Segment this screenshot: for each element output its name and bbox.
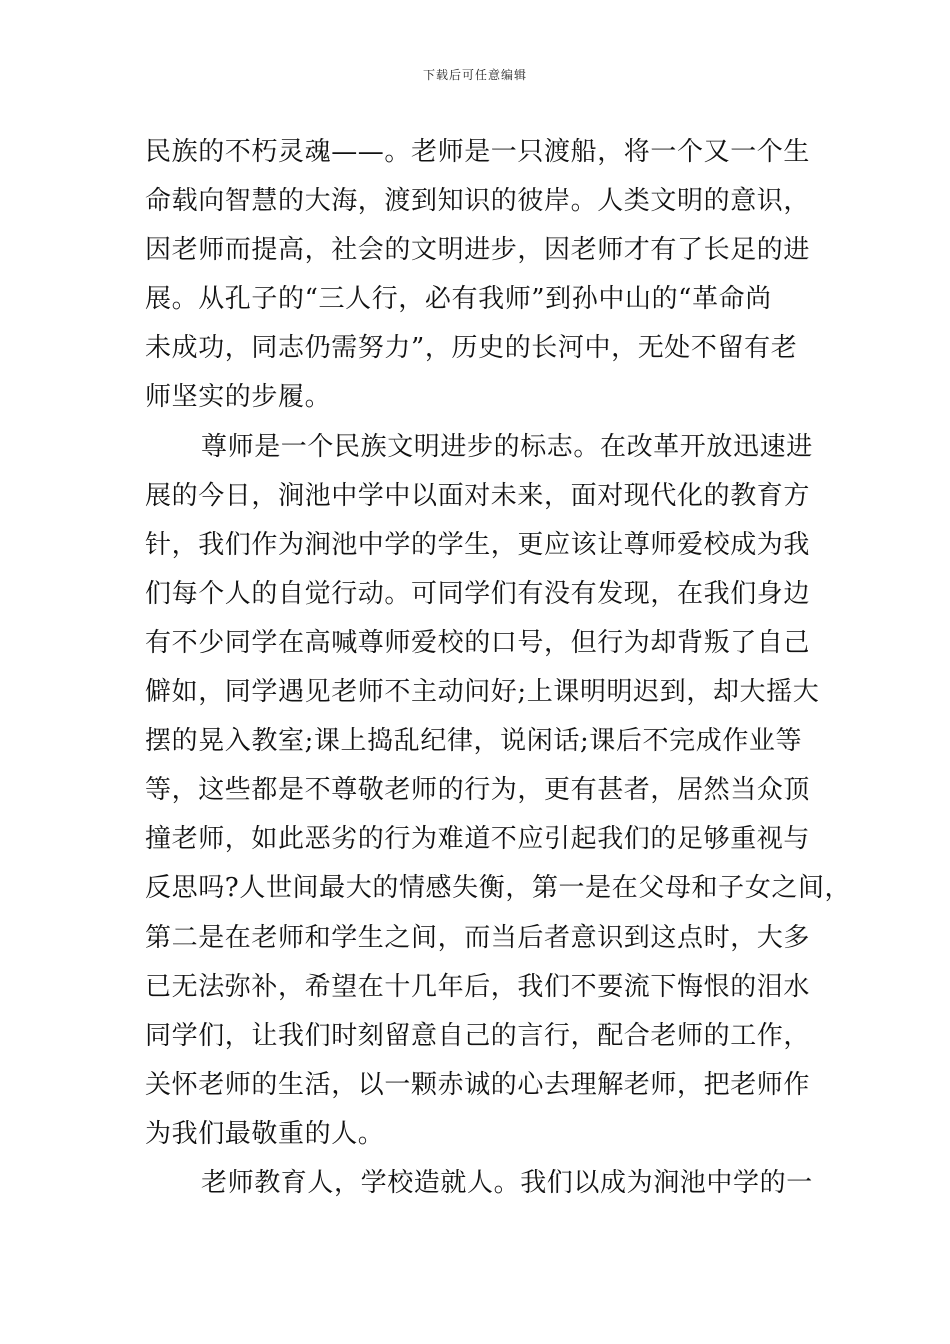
document-body <box>145 128 852 1208</box>
text-line: 僻如，同学遇见老师不主动问好;上课明明迟到，却大摇大 <box>145 677 820 708</box>
text-line: 有不少同学在高喊尊师爱校的口号，但行为却背叛了自己 <box>145 627 811 658</box>
text-line: 未成功，同志仍需努力”，历史的长河中，无处不留有老 <box>145 333 798 364</box>
text-line: 展的今日，涧池中学中以面对未来，面对现代化的教育方 <box>145 480 811 511</box>
text-line: 关怀老师的生活，以一颗赤诚的心去理解老师，把老师作 <box>145 1069 811 1100</box>
text-line: 为我们最敬重的人。 <box>145 1118 385 1149</box>
text-line: 第二是在老师和学生之间，而当后者意识到这点时，大多 <box>145 922 811 953</box>
text-line: 师坚实的步履。 <box>145 382 332 413</box>
text-line: 们每个人的自觉行动。可同学们有没有发现，在我们身边 <box>145 578 811 609</box>
text-line: 命载向智慧的大海，渡到知识的彼岸。人类文明的意识， <box>145 186 811 217</box>
text-line: 等，这些都是不尊敬老师的行为，更有甚者，居然当众顶 <box>145 775 811 806</box>
paragraph-start-line: 尊师是一个民族文明进步的标志。在改革开放迅速进 <box>201 431 813 462</box>
text-line: 同学们，让我们时刻留意自己的言行，配合老师的工作， <box>145 1020 811 1051</box>
text-line: 因老师而提高，社会的文明进步，因老师才有了长足的进 <box>145 235 811 266</box>
paragraph-start-line: 老师教育人，学校造就人。我们以成为涧池中学的一 <box>201 1167 813 1198</box>
page-header: 下载后可任意编辑 <box>422 68 527 82</box>
text-line: 撞老师，如此恶劣的行为难道不应引起我们的足够重视与 <box>145 824 811 855</box>
text-line: 针，我们作为涧池中学的学生，更应该让尊师爱校成为我 <box>145 529 811 560</box>
text-line: 展。从孔子的“三人行，必有我师”到孙中山的“革命尚 <box>145 284 772 315</box>
text-line: 民族的不朽灵魂——。老师是一只渡船，将一个又一个生 <box>145 137 811 167</box>
text-line: 已无法弥补，希望在十几年后，我们不要流下悔恨的泪水 <box>145 971 811 1002</box>
text-line: 反思吗?人世间最大的情感失衡，第一是在父母和子女之间， <box>145 873 852 904</box>
text-line: 摆的晃入教室;课上捣乱纪律，说闲话;课后不完成作业等 <box>145 726 803 757</box>
